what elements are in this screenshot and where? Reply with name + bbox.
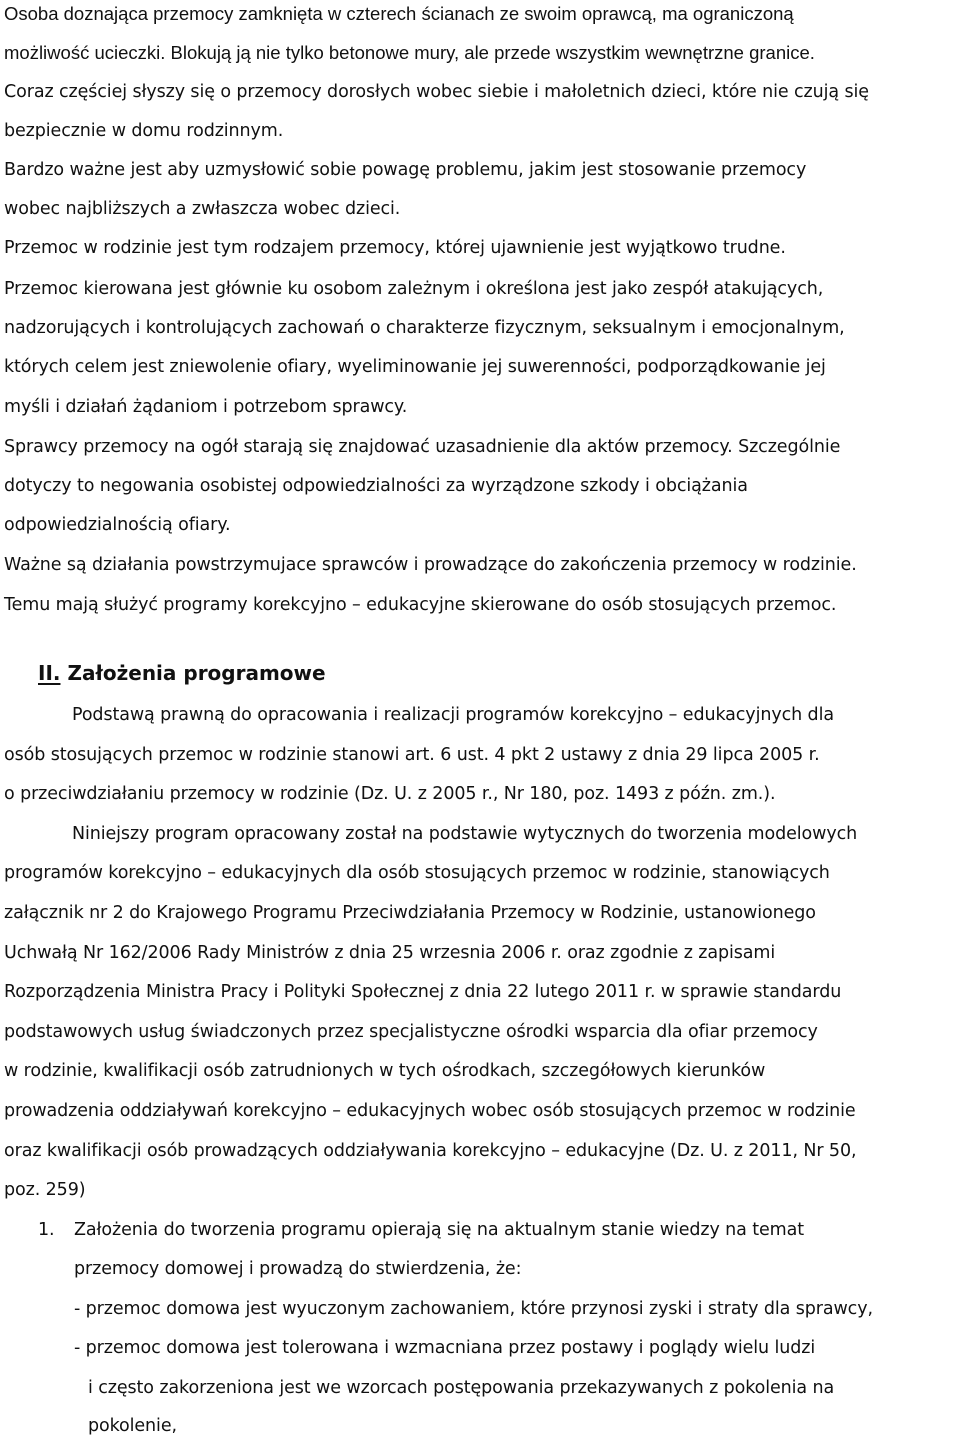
list-item-line: przemocy domowej i prowadzą do stwierdzenia, że: (74, 1259, 522, 1279)
text-line: Niniejszy program opracowany został na podstawie wytycznych do tworzenia modelowych (72, 824, 858, 844)
text-line: programów korekcyjno – edukacyjnych dla osób stosujących przemoc w rodzinie, stanowiących (4, 863, 830, 883)
list-item-line: pokolenie, (88, 1416, 177, 1436)
text-line: poz. 259) (4, 1180, 86, 1200)
text-line: o przeciwdziałaniu przemocy w rodzinie (Dz. U. z 2005 r., Nr 180, poz. 1493 z późn. zm.). (4, 784, 776, 804)
text-line: prowadzenia oddziaływań korekcyjno – edukacyjnych wobec osób stosujących przemoc w rodzinie (4, 1101, 856, 1121)
text-line: możliwość ucieczki. Blokują ją nie tylko betonowe mury, ale przede wszystkim wewnętrzne granice. (4, 42, 815, 63)
text-line: których celem jest zniewolenie ofiary, wyeliminowanie jej suwerenności, podporządkowanie jej (4, 357, 826, 377)
text-line: odpowiedzialnością ofiary. (4, 515, 231, 535)
text-line: osób stosujących przemoc w rodzinie stanowi art. 6 ust. 4 pkt 2 ustawy z dnia 29 lipca 2005 r. (4, 745, 820, 765)
section-title: Założenia programowe (67, 661, 326, 685)
text-line: Bardzo ważne jest aby uzmysłowić sobie powagę problemu, jakim jest stosowanie przemocy (4, 160, 807, 180)
text-line: Przemoc w rodzinie jest tym rodzajem przemocy, której ujawnienie jest wyjątkowo trudne. (4, 238, 786, 258)
text-line: Przemoc kierowana jest głównie ku osobom zależnym i określona jest jako zespół atakujących, (4, 279, 824, 299)
list-item-line: Założenia do tworzenia programu opierają się na aktualnym stanie wiedzy na temat (74, 1220, 805, 1240)
text-line: Coraz częściej słyszy się o przemocy dorosłych wobec siebie i małoletnich dzieci, które nie czują się (4, 82, 869, 102)
text-line: bezpiecznie w domu rodzinnym. (4, 121, 284, 141)
list-item-line: i często zakorzeniona jest we wzorcach postępowania przekazywanych z pokolenia na (88, 1378, 835, 1398)
text-line: Osoba doznająca przemocy zamknięta w czterech ścianach ze swoim oprawcą, ma ograniczoną (4, 3, 794, 24)
text-line: nadzorujących i kontrolujących zachowań o charakterze fizycznym, seksualnym i emocjonalnym, (4, 318, 845, 338)
text-line: Uchwałą Nr 162/2006 Rady Ministrów z dnia 25 wrzesnia 2006 r. oraz zgodnie z zapisami (4, 943, 776, 963)
text-line: dotyczy to negowania osobistej odpowiedzialności za wyrządzone szkody i obciążania (4, 476, 748, 496)
text-line: załącznik nr 2 do Krajowego Programu Przeciwdziałania Przemocy w Rodzinie, ustanowionego (4, 903, 816, 923)
text-line: oraz kwalifikacji osób prowadzących oddziaływania korekcyjno – edukacyjne (Dz. U. z 2011, Nr 50, (4, 1141, 857, 1161)
text-line: myśli i działań żądaniom i potrzebom sprawcy. (4, 397, 408, 417)
list-item-line: - przemoc domowa jest wyuczonym zachowaniem, które przynosi zyski i straty dla sprawcy, (74, 1299, 873, 1319)
text-line: wobec najbliższych a zwłaszcza wobec dzieci. (4, 199, 401, 219)
section-number: II. (38, 661, 61, 685)
text-line: Temu mają służyć programy korekcyjno – edukacyjne skierowane do osób stosujących przemoc. (4, 595, 837, 615)
text-line: Podstawą prawną do opracowania i realizacji programów korekcyjno – edukacyjnych dla (72, 705, 834, 725)
text-line: w rodzinie, kwalifikacji osób zatrudnionych w tych ośrodkach, szczegółowych kierunków (4, 1061, 766, 1081)
section-heading (38, 660, 326, 686)
list-item-line: - przemoc domowa jest tolerowana i wzmacniana przez postawy i poglądy wielu ludzi (74, 1338, 816, 1358)
text-line: Rozporządzenia Ministra Pracy i Polityki Społecznej z dnia 22 lutego 2011 r. w sprawie standardu (4, 982, 842, 1002)
text-line: Ważne są działania powstrzymujace sprawców i prowadzące do zakończenia przemocy w rodzinie. (4, 555, 857, 575)
text-line: Sprawcy przemocy na ogół starają się znajdować uzasadnienie dla aktów przemocy. Szczególnie (4, 437, 841, 457)
list-item-number: 1. (38, 1220, 55, 1240)
text-line: podstawowych usług świadczonych przez specjalistyczne ośrodki wsparcia dla ofiar przemocy (4, 1022, 818, 1042)
